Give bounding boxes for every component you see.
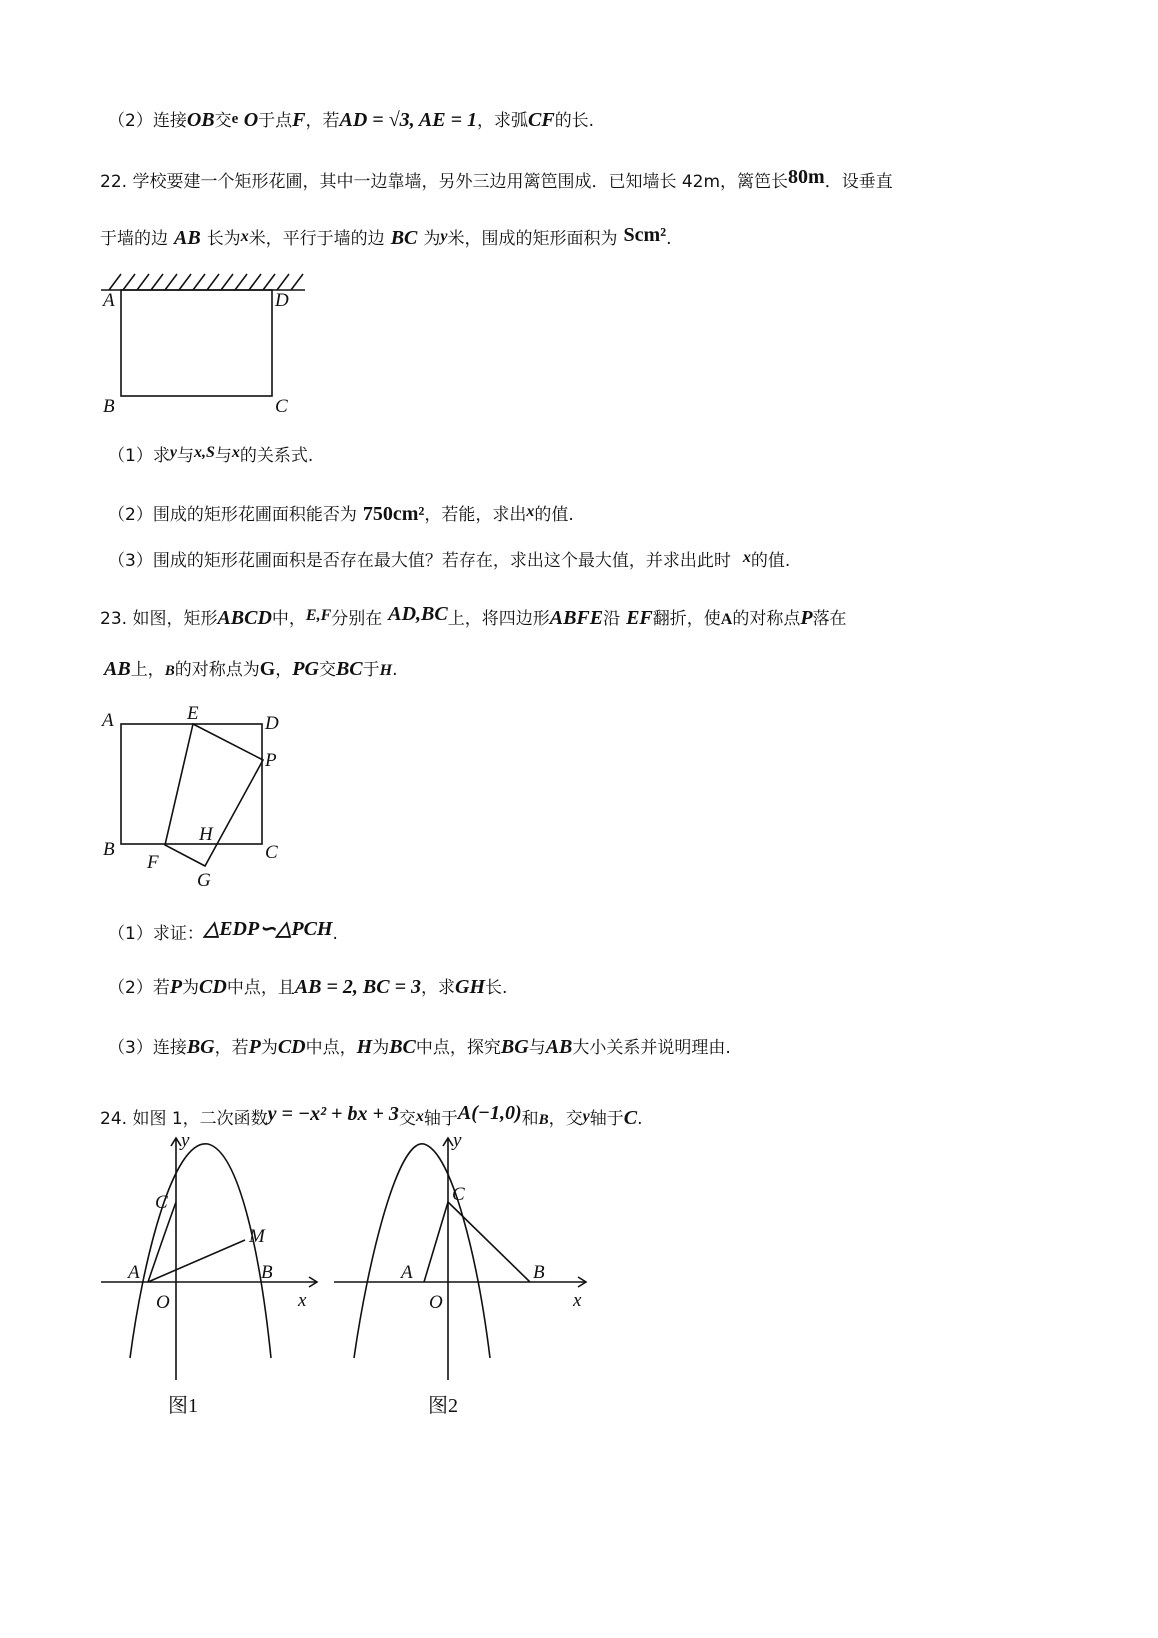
q24-stem	[100, 1100, 643, 1133]
text: 的对称点为	[174, 660, 260, 680]
q21-part2	[108, 106, 594, 134]
math-BC: BC	[389, 1036, 416, 1058]
segment-CB	[448, 1202, 530, 1282]
math-y: y	[440, 228, 448, 245]
q23-part1	[108, 916, 338, 947]
text: 于墙的边	[100, 229, 168, 249]
math-B: B	[164, 663, 175, 679]
text: 为	[372, 1038, 390, 1058]
q23-stem-line2	[104, 656, 397, 684]
math-AB: AB	[104, 658, 131, 680]
label-x: x	[573, 1290, 582, 1311]
text: 落在	[812, 609, 847, 629]
text: 与	[528, 1038, 546, 1058]
math-x: x	[240, 228, 249, 245]
math-y: y	[582, 1108, 590, 1125]
label-C: C	[452, 1184, 465, 1205]
text: 轴于	[423, 1109, 458, 1129]
text: 中点，且	[226, 978, 295, 998]
q22-stem-line1	[100, 164, 893, 195]
q22-part1	[108, 440, 313, 469]
text: 翻折，使	[652, 609, 721, 629]
math-BG: BG	[186, 1036, 215, 1058]
text: （3）连接	[108, 1038, 187, 1058]
text: （2）围成的矩形花圃面积能否为	[108, 505, 357, 525]
figure-caption: 图1	[168, 1395, 198, 1417]
label-C: C	[275, 396, 288, 417]
label-O: O	[429, 1292, 443, 1313]
text: ．设垂直	[824, 172, 893, 192]
text: 米，平行于墙的边	[248, 229, 385, 249]
text: （3）围成的矩形花圃面积是否存在最大值？若存在，求出这个最大值，并求出此时	[108, 551, 731, 571]
text: 与	[176, 446, 194, 466]
text: 中点，探究	[415, 1038, 501, 1058]
label-H: H	[199, 824, 213, 845]
text: （1）求证：	[108, 924, 204, 944]
parabola	[130, 1144, 271, 1358]
text: （1）求	[108, 446, 170, 466]
rectangle-ABCD	[121, 290, 272, 396]
math-x: x	[415, 1108, 424, 1125]
text: （2）若	[108, 978, 170, 998]
q22-part3	[108, 545, 790, 574]
math-xS: x,S	[193, 444, 215, 461]
math-P: P	[169, 976, 183, 998]
label-B: B	[261, 1262, 273, 1283]
text: 交	[318, 660, 336, 680]
math-A: A	[720, 611, 733, 628]
math-CD: CD	[199, 976, 227, 998]
label-C: C	[155, 1192, 168, 1213]
label-A: A	[103, 290, 115, 311]
parabola	[354, 1144, 490, 1358]
text: 米，围成的矩形面积为	[447, 229, 618, 249]
text: .	[637, 1109, 643, 1129]
math-G: G	[259, 658, 276, 680]
text: ，求弧	[477, 111, 528, 131]
math-P: P	[248, 1036, 261, 1058]
text: 分别在	[331, 609, 383, 629]
q23-figure	[95, 700, 295, 895]
text: 上，将四边形	[447, 609, 550, 629]
math-ABCD: ABCD	[217, 607, 272, 629]
label-F: F	[147, 852, 159, 873]
text: 中，	[271, 609, 306, 629]
math-AB-BC: AB = 2, BC = 3	[294, 976, 421, 998]
text: 交	[398, 1109, 416, 1129]
math-e: e	[231, 111, 239, 127]
math-BG: BG	[500, 1036, 529, 1058]
math-H: H	[356, 1036, 373, 1058]
math-C: C	[623, 1107, 638, 1129]
segment-AC	[424, 1202, 448, 1282]
math-CF: CF	[528, 109, 555, 131]
segment-AM	[148, 1240, 245, 1282]
text: 的关系式.	[239, 446, 314, 466]
math-B: B	[538, 1112, 549, 1128]
text: .	[666, 229, 672, 249]
text: （2）连接	[108, 111, 187, 131]
q23-part2	[108, 974, 507, 1001]
math-function: y = −x² + bx + 3	[267, 1103, 399, 1125]
text: 中点，	[305, 1038, 357, 1058]
math-O: O	[243, 109, 259, 131]
label-B: B	[103, 396, 115, 417]
text: 为	[260, 1038, 278, 1058]
q24-figure-2	[328, 1130, 598, 1430]
label-C: C	[265, 842, 278, 863]
text: ，若	[305, 111, 340, 131]
math-AB: AB	[174, 227, 201, 249]
text: .	[392, 660, 398, 680]
label-A: A	[401, 1262, 413, 1283]
text: 为	[182, 978, 200, 998]
text: 长为	[206, 229, 241, 249]
math-x: x	[231, 444, 240, 461]
label-B: B	[103, 839, 115, 860]
math-P: P	[800, 607, 813, 629]
text: 与	[214, 446, 232, 466]
q24-figure-1	[95, 1130, 330, 1430]
math-x: x	[526, 503, 535, 520]
label-y: y	[181, 1130, 190, 1151]
text: .	[332, 924, 338, 944]
math-80m: 80m	[788, 166, 825, 188]
label-E: E	[187, 703, 199, 724]
math-A-point: A(−1,0)	[457, 1102, 522, 1124]
math-BC: BC	[335, 658, 363, 680]
text: 和	[521, 1109, 539, 1129]
label-y: y	[453, 1130, 462, 1151]
math-CD: CD	[277, 1036, 306, 1058]
text: ，交	[548, 1109, 583, 1129]
text: 的值.	[750, 551, 791, 571]
q22-figure	[95, 268, 315, 420]
text: 大小关系并说明理由.	[572, 1038, 731, 1058]
text: 的值.	[534, 505, 574, 525]
math-EF: E,F	[305, 607, 332, 624]
math-PG: PG	[292, 658, 319, 680]
math-Scm2: Scm²	[623, 224, 667, 246]
wall-hatching	[109, 274, 303, 290]
math-AD-AE: AD = √3, AE = 1	[339, 109, 477, 131]
text: 沿	[603, 609, 621, 629]
label-M: M	[249, 1226, 265, 1247]
label-O: O	[156, 1292, 170, 1313]
label-A: A	[128, 1262, 140, 1283]
math-H: H	[379, 662, 393, 679]
math-EF: EF	[626, 607, 653, 629]
q22-stem-line2	[100, 222, 672, 252]
math-AD-BC: AD,BC	[388, 603, 448, 625]
text: 上，	[130, 660, 165, 680]
text: 轴于	[589, 1109, 624, 1129]
label-D: D	[275, 290, 289, 311]
text: ，若	[214, 1038, 249, 1058]
rectangle-ABCD	[121, 724, 262, 844]
text: 24. 如图 1，二次函数	[100, 1109, 268, 1129]
text: 23. 如图，矩形	[100, 609, 218, 629]
label-G: G	[197, 870, 211, 891]
math-AB: AB	[545, 1036, 573, 1058]
q23-part3	[108, 1034, 731, 1061]
math-BC: BC	[390, 227, 418, 249]
label-A: A	[102, 710, 114, 731]
text: 22. 学校要建一个矩形花圃，其中一边靠墙，另外三边用篱笆围成．已知墙长 42m，篱笆长	[100, 172, 789, 192]
text: 于	[362, 660, 380, 680]
math-750cm2: 750cm²	[362, 503, 425, 525]
text: 为	[423, 229, 441, 249]
math-F: F	[292, 109, 306, 131]
label-P: P	[265, 750, 277, 771]
math-OB: OB	[186, 109, 215, 131]
text: 的对称点	[732, 609, 801, 629]
text: ，求	[421, 978, 455, 998]
q22-part2	[108, 499, 574, 528]
label-D: D	[265, 713, 279, 734]
math-GH: GH	[455, 976, 485, 998]
math-y: y	[169, 444, 177, 461]
math-similar: △EDP∽△PCH	[203, 918, 333, 940]
text: ，	[275, 660, 293, 680]
label-B: B	[533, 1262, 545, 1283]
math-x: x	[742, 549, 751, 566]
text: 于点	[258, 111, 293, 131]
text: 的长.	[554, 111, 595, 131]
figure-caption: 图2	[428, 1395, 458, 1417]
math-ABFE: ABFE	[549, 607, 604, 629]
q23-stem-line1	[100, 601, 847, 633]
text: 交	[214, 111, 232, 131]
text: 长.	[485, 978, 508, 998]
text: ，若能，求出	[424, 505, 527, 525]
label-x: x	[298, 1290, 307, 1311]
